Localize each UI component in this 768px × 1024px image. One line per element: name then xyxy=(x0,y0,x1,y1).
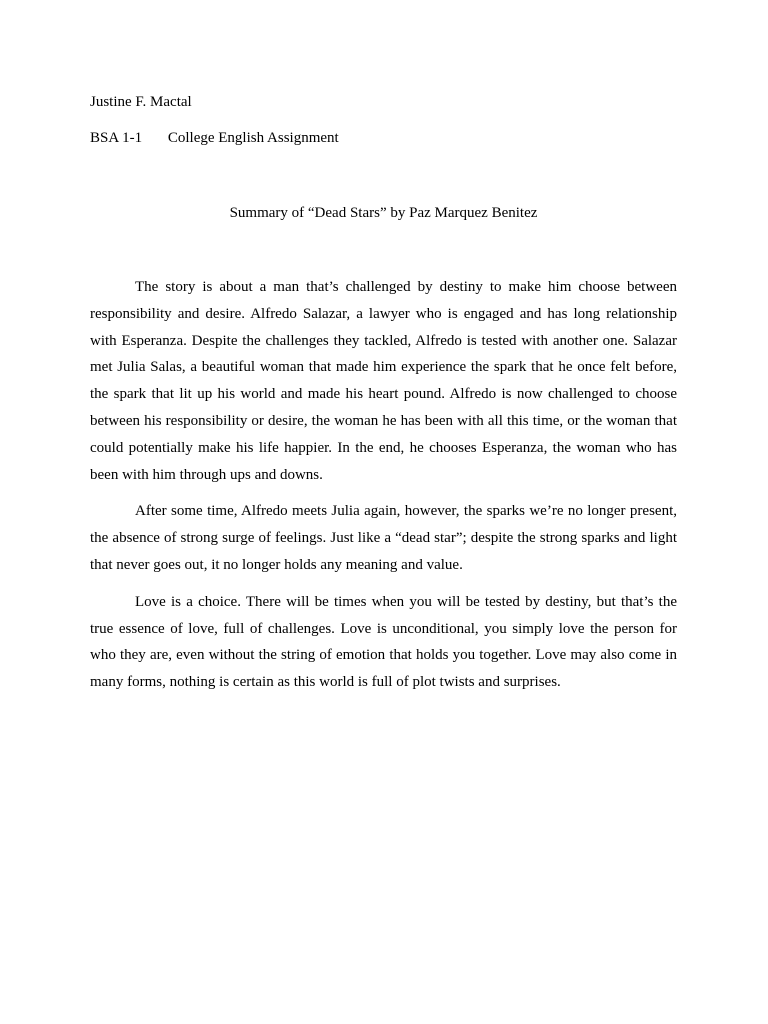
paragraph-1: The story is about a man that’s challenged by destiny to make him choose between responsibility and desire. Alfredo Salazar, a lawyer who is engaged and has long relationship with Esperanza. Despite the challenges they tackled, Alfredo is tested with another one. Salazar met Julia Salas, a beautiful woman that made him experience the spark that he once felt before, the spark that lit up his world and made his heart pound. Alfredo is now challenged to choose between his responsibility or desire, the woman he has been with all this time, or the woman that could potentially make his life happier. In the end, he chooses Esperanza, the woman who has been with him through ups and downs. xyxy=(90,279,677,483)
document-body xyxy=(90,274,677,706)
course-line xyxy=(90,129,339,147)
paragraph-3: Love is a choice. There will be times when you will be tested by destiny, but that’s the true essence of love, full of challenges. Love is unconditional, you simply love the person for who they are, even without the string of emotion that holds you together. Love may also come in many forms, nothing is certain as this world is full of plot twists and surprises. xyxy=(90,593,677,691)
assignment-label: College English Assignment xyxy=(167,130,339,146)
author-name: Justine F. Mactal xyxy=(90,94,192,110)
document-title: Summary of “Dead Stars” by Paz Marquez Benitez xyxy=(229,205,538,221)
course-code: BSA 1-1 xyxy=(90,130,143,146)
paragraph-2: After some time, Alfredo meets Julia again, however, the sparks we’re no longer present, the absence of strong surge of feelings. Just like a “dead star”; despite the strong sparks and light that never goes out, it no longer holds any meaning and value. xyxy=(90,503,677,573)
